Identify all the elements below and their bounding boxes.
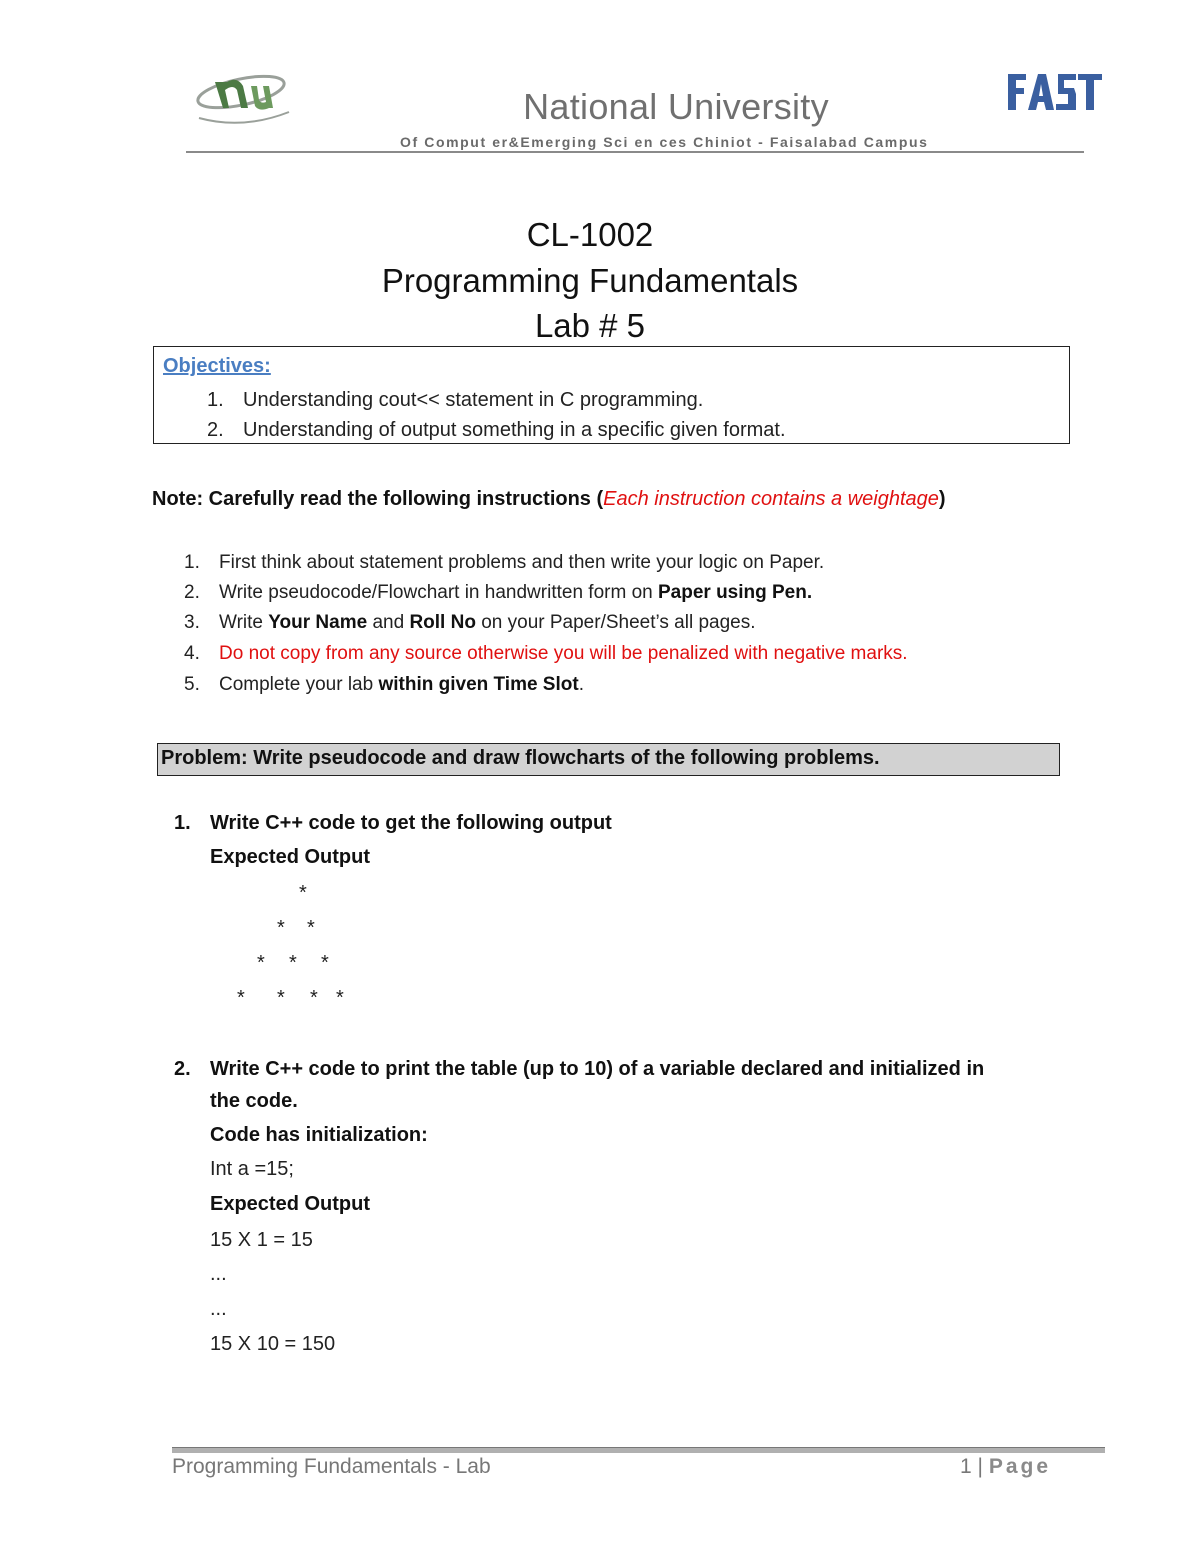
- page-number: 1: [960, 1455, 972, 1478]
- instruction-text: Write pseudocode/Flowchart in handwritten form on: [219, 582, 658, 603]
- instruction-text: Write: [219, 612, 269, 633]
- course-name: Programming Fundamentals: [381, 262, 799, 299]
- objective-item: [207, 389, 703, 412]
- page-separator: |: [971, 1455, 989, 1478]
- instruction-text: First think about statement problems and then write your logic on Paper.: [219, 552, 825, 573]
- star-mark: *: [289, 952, 297, 974]
- instruction-text: and: [367, 612, 410, 633]
- objective-number: 1.: [207, 389, 224, 411]
- instruction-item: [184, 552, 824, 574]
- instruction-item: [184, 643, 908, 665]
- star-mark: *: [257, 952, 265, 974]
- instruction-text: .: [578, 674, 584, 695]
- course-code: CL-1002: [526, 216, 654, 253]
- instruction-number: 4.: [184, 643, 200, 664]
- star-mark: *: [321, 952, 329, 974]
- objective-number: 2.: [207, 419, 224, 441]
- question-2-output-last: 15 X 10 = 150: [210, 1333, 336, 1355]
- question-2-init-label: Code has initialization:: [210, 1124, 428, 1146]
- note-line: [152, 488, 946, 511]
- footer-divider: [172, 1447, 1105, 1453]
- star-mark: *: [299, 882, 307, 904]
- question-1-number: 1.: [174, 812, 191, 834]
- question-2-text-line1: Write C++ code to print the table (up to 10) of a variable declared and initialized in: [210, 1058, 985, 1080]
- objectives-heading: Objectives:: [163, 355, 271, 377]
- question-1-text: Write C++ code to get the following output: [210, 812, 612, 834]
- university-name: National University: [523, 86, 829, 127]
- note-emphasis: Each instruction contains a weightage: [603, 488, 939, 510]
- instruction-item: [184, 612, 756, 634]
- instruction-bold: Roll No: [409, 612, 476, 633]
- instruction-bold: Paper using Pen.: [657, 582, 813, 603]
- question-2-number: 2.: [174, 1058, 191, 1080]
- instruction-text: Complete your lab: [219, 674, 379, 695]
- instruction-number: 5.: [184, 674, 200, 695]
- objective-text: Understanding cout<< statement in C programming.: [243, 389, 704, 411]
- star-mark: *: [336, 987, 344, 1009]
- problem-banner: Problem: Write pseudocode and draw flowcharts of the following problems.: [157, 743, 1060, 776]
- page-indicator: [960, 1455, 1051, 1479]
- instruction-item: [184, 674, 584, 696]
- star-mark: *: [277, 917, 285, 939]
- star-mark: *: [307, 917, 315, 939]
- instruction-bold: within given Time Slot: [378, 674, 579, 695]
- note-suffix: ): [938, 488, 946, 510]
- note-prefix: Note: Carefully read the following instructions (: [152, 488, 604, 510]
- page-word: Page: [988, 1455, 1052, 1478]
- instruction-number: 3.: [184, 612, 200, 633]
- instruction-text: on your Paper/Sheet’s all pages.: [475, 612, 756, 633]
- question-2-expected-label: Expected Output: [210, 1193, 371, 1215]
- objective-item: [207, 419, 786, 442]
- instruction-number: 2.: [184, 582, 200, 603]
- footer-title: Programming Fundamentals - Lab: [172, 1455, 491, 1478]
- question-2-text-line2: the code.: [210, 1090, 298, 1112]
- question-2-init-code: Int a =15;: [210, 1158, 294, 1180]
- instruction-bold: Your Name: [268, 612, 368, 633]
- question-2-ellipsis: ...: [210, 1263, 227, 1285]
- star-mark: *: [277, 987, 285, 1009]
- star-mark: *: [310, 987, 318, 1009]
- question-1-expected-label: Expected Output: [210, 846, 371, 868]
- instruction-item: [184, 582, 812, 604]
- question-2-output-first: 15 X 1 = 15: [210, 1229, 313, 1251]
- question-2-ellipsis: ...: [210, 1298, 227, 1320]
- objective-text: Understanding of output something in a specific given format.: [243, 419, 786, 441]
- header-divider: [186, 151, 1084, 153]
- instruction-number: 1.: [184, 552, 200, 573]
- lab-number: Lab # 5: [534, 307, 646, 344]
- instruction-text: Do not copy from any source otherwise you will be penalized with negative marks.: [219, 643, 908, 664]
- university-subtitle: Of Comput er&Emerging Sci en ces Chiniot - Faisalabad Campus: [400, 134, 929, 150]
- star-mark: *: [237, 987, 245, 1009]
